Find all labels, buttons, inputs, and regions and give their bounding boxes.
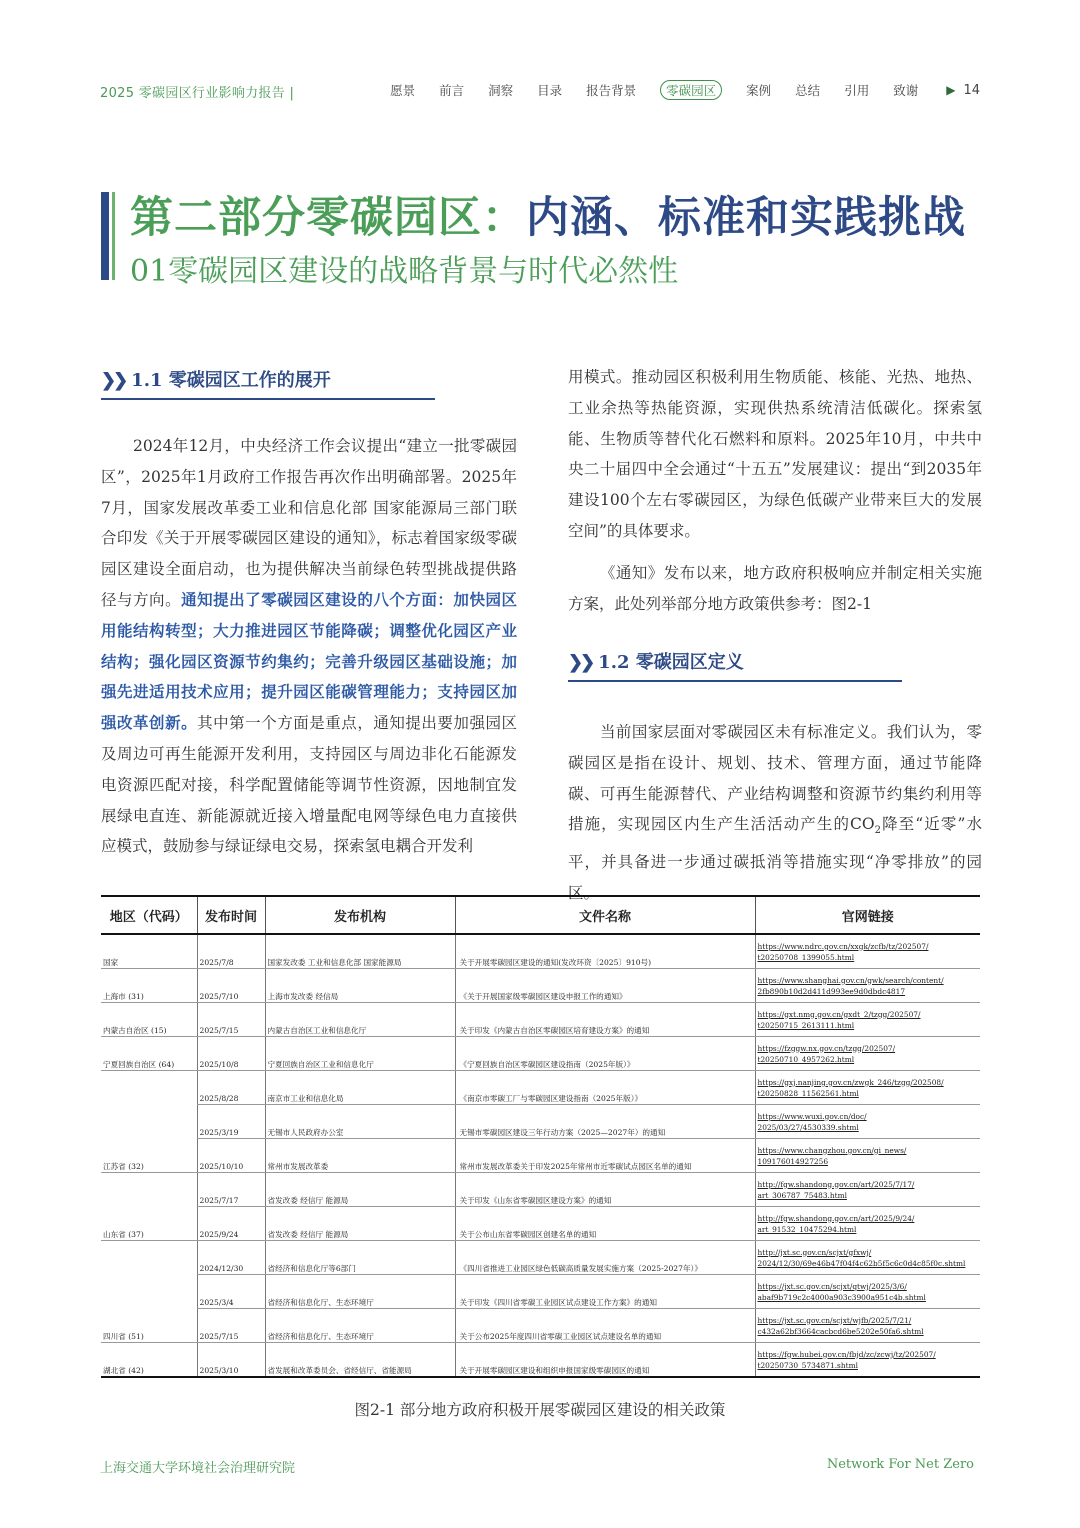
page-number: 14 [963,82,980,98]
table-cell-file: 关于公布2025年度四川省零碳工业园区试点建设名单的通知 [455,1309,755,1343]
table-cell-file: 《南京市零碳工厂与零碳园区建设指南（2025年版）》 [455,1071,755,1105]
link-line-2[interactable]: t20250828_11562561.html [757,1088,859,1098]
p1-highlight: 通知提出了零碳园区建设的八个方面：加快园区用能结构转型；大力推进园区节能降碳；调整优化园区产业结构；强化园区资源节约集约；完善升级园区基础设施；加强先进适用技术应用；提升园区能碳管理能力；支持园区加强改革创新。 [101,589,517,733]
table-row [101,1071,980,1105]
play-arrow-icon[interactable]: ▶ [946,83,956,97]
link-line-1[interactable]: https://fgw.hubei.gov.cn/fbjd/zc/zcwj/tz/202507/ [757,1349,936,1359]
link-line-1[interactable]: https://fzggw.nx.gov.cn/tzgg/202507/ [757,1043,896,1053]
nav-item-acknowledgements[interactable]: 致谢 [893,83,919,98]
table-cell-date: 2025/7/15 [197,1003,265,1037]
table-cell-link[interactable] [755,1275,980,1309]
def-text-b: 降至“近零”水平，并具备进一步通过碳抵消等措施实现“净零排放”的园区。 [568,815,982,903]
table-cell-date: 2025/7/15 [197,1309,265,1343]
table-cell-link[interactable] [755,1139,980,1173]
table-cell-date: 2025/7/17 [197,1173,265,1207]
table-cell-link[interactable] [755,1105,980,1139]
section-1-1-paragraph-2: 用模式。推动园区积极利用生物质能、核能、光热、地热、工业余热等热能资源，实现供热系统清洁低碳化。探索氢能、生物质等替代化石燃料和原料。2025年10月，中共中央二十届四中全会通过“十五五”发展建议：提出“到2035年建设100个左右零碳园区，为绿色低碳产业带来巨大的发展空间”的具体要求。 [568,368,982,540]
footer-institution: 上海交通大学环境社会治理研究院 [100,1461,296,1476]
table-cell-region: 宁夏回族自治区 (64) [101,1037,197,1071]
table-cell-region [101,1071,197,1105]
table-row [101,1003,980,1037]
table-cell-file: 常州市发展改革委关于印发2025年常州市近零碳试点园区名单的通知 [455,1139,755,1173]
col-header-date: 发布时间 [197,896,265,934]
table-cell-link[interactable] [755,1343,980,1378]
table-cell-link[interactable] [755,1173,980,1207]
def-text-a: 当前国家层面对零碳园区未有标准定义。我们认为，零碳园区是指在设计、规划、技术、管理方面，通过节能降碳、可再生能源替代、产业结构调整和资源节约集约利用等措施，实现园区内生产生活活动产生的CO [568,723,982,834]
table-cell-org: 无锡市人民政府办公室 [265,1105,455,1139]
link-line-1[interactable]: https://www.shanghai.gov.cn/gwk/search/content/ [757,975,944,985]
nav-item-cases[interactable]: 案例 [746,83,772,98]
table-cell-org: 省发改委 经信厅 能源局 [265,1207,455,1241]
link-line-2[interactable]: t20250730_5734871.shtml [757,1360,858,1370]
section-1-2-underline [568,680,902,682]
section-1-2-paragraph [568,717,982,909]
table-cell-org: 内蒙古自治区工业和信息化厅 [265,1003,455,1037]
link-line-2[interactable]: art_91532_10475294.html [757,1224,857,1234]
link-line-1[interactable]: http://fgw.shandong.gov.cn/art/2025/9/24/ [757,1213,915,1223]
table-cell-date: 2025/8/28 [197,1071,265,1105]
table-cell-date: 2025/9/24 [197,1207,265,1241]
table-cell-org: 上海市发改委 经信局 [265,969,455,1003]
table-cell-file: 无锡市零碳园区建设三年行动方案（2025—2027年）的通知 [455,1105,755,1139]
link-line-1[interactable]: https://www.ndrc.gov.cn/xxgk/zcfb/tz/202507/ [757,941,929,951]
table-row [101,1309,980,1343]
col-header-region: 地区（代码） [101,896,197,934]
link-line-2[interactable]: t20250708_1399055.html [757,952,855,962]
table-cell-region: 江苏省 (32) [101,1139,197,1173]
link-line-2[interactable]: t20250715_2613111.html [757,1020,855,1030]
p1-text-b: 其中第一个方面是重点，通知提出要加强园区及周边可再生能源开发利用，支持园区与周边非化石能源发电资源匹配对接，科学配置储能等调节性资源，因地制宜发展绿电直连、新能源就近接入增量配电网等绿色电力直接供应模式，鼓励参与绿证绿电交易，探索氢电耦合开发利 [101,714,517,856]
link-line-2[interactable]: 2024/12/30/69e46b47f04f4c62b5f5c6c0d4c85f0c.shtml [757,1258,966,1268]
section-1-1-heading [101,366,331,392]
table-cell-file: 关于印发《山东省零碳园区建设方案》的通知 [455,1173,755,1207]
link-line-1[interactable]: https://gxt.nmg.gov.cn/gxdt_2/tzgg/202507/ [757,1009,921,1019]
table-cell-link[interactable] [755,1241,980,1275]
link-line-1[interactable]: https://www.changzhou.gov.cn/gi_news/ [757,1145,907,1155]
link-line-2[interactable]: 109176014927256 [757,1156,829,1166]
table-cell-region: 内蒙古自治区 (15) [101,1003,197,1037]
table-body [101,934,980,1377]
table-row [101,1275,980,1309]
table-cell-region [101,1105,197,1139]
link-line-1[interactable]: https://www.wuxi.gov.cn/doc/ [757,1111,867,1121]
table-cell-date: 2024/12/30 [197,1241,265,1275]
table-cell-link[interactable] [755,1003,980,1037]
table-cell-date: 2025/3/10 [197,1343,265,1378]
policy-table [101,895,980,1378]
figure-caption: 图2-1 部分地方政府积极开展零碳园区建设的相关政策 [354,1401,726,1419]
table-cell-org: 常州市发展改革委 [265,1139,455,1173]
table-cell-region [101,1241,197,1275]
table-cell-link[interactable] [755,969,980,1003]
part-title-prefix: 第二部分零碳园区： [130,193,526,243]
nav-item-background[interactable]: 报告背景 [586,83,637,98]
link-line-1[interactable]: http://fgw.shandong.gov.cn/art/2025/7/17/ [757,1179,915,1189]
table-cell-file: 关于开展零碳园区建设和组织申报国家级零碳园区的通知 [455,1343,755,1378]
top-nav [366,80,980,100]
link-line-2[interactable]: art_306787_75483.html [757,1190,847,1200]
col-header-org: 发布机构 [265,896,455,934]
link-line-2[interactable]: c432a62bf3664cacbcd6be5202e50fa6.shtml [757,1326,924,1336]
section-1-2-title: 1.2 零碳园区定义 [598,652,744,673]
table-cell-date: 2025/3/4 [197,1275,265,1309]
table-cell-date: 2025/3/19 [197,1105,265,1139]
nav-item-zero-carbon-park[interactable]: 零碳园区 [660,80,722,100]
table-cell-org: 国家发改委 工业和信息化部 国家能源局 [265,934,455,969]
col-header-file: 文件名称 [455,896,755,934]
table-cell-file: 《关于开展国家级零碳园区建设申报工作的通知》 [455,969,755,1003]
link-line-1[interactable]: https://jxt.sc.gov.cn/scjxt/wjfb/2025/7/21/ [757,1315,912,1325]
double-chevron-icon: ❯❯ [568,652,593,673]
table-cell-file: 关于印发《四川省零碳工业园区试点建设工作方案》的通知 [455,1275,755,1309]
link-line-1[interactable]: https://jxt.sc.gov.cn/scjxt/qtwj/2025/3/6/ [757,1281,907,1291]
nav-item-preface[interactable]: 前言 [439,83,465,98]
footer-brand: Network For Net Zero [826,1457,974,1472]
nav-item-references[interactable]: 引用 [844,83,870,98]
table-cell-link[interactable] [755,934,980,969]
table-cell-date: 2025/7/10 [197,969,265,1003]
table-cell-region: 上海市 (31) [101,969,197,1003]
table-cell-link[interactable] [755,1309,980,1343]
p1-text-a: 2024年12月，中央经济工作会议提出“建立一批零碳园区”，2025年1月政府工作报告再次作出明确部署。2025年7月，国家发展改革委工业和信息化部 国家能源局三部门联合印发《关于开展零碳园区建设的通知》，标志着国家级零碳园区建设全面启动，也为提供解决当前绿色转型挑战提供路径与方向。 [101,437,517,609]
link-line-2[interactable]: 2025/03/27/4530339.shtml [757,1122,859,1132]
section-1-1-underline [101,398,435,400]
table-cell-date: 2025/10/10 [197,1139,265,1173]
nav-item-contents[interactable]: 目录 [537,83,563,98]
table-cell-org: 省经济和信息化厅、生态环境厅 [265,1275,455,1309]
co2-subscript: 2 [874,825,881,837]
title-accent-bar [101,192,109,280]
table-row [101,1343,980,1378]
section-1-2-heading [568,648,744,674]
table-cell-region: 湖北省 (42) [101,1343,197,1378]
part-title-suffix: 内涵、标准和实践挑战 [526,193,966,243]
table-cell-org: 省经济和信息化厅等6部门 [265,1241,455,1275]
table-cell-date: 2025/10/8 [197,1037,265,1071]
table-row [101,1207,980,1241]
table-row [101,1241,980,1275]
table-row [101,969,980,1003]
table-cell-region: 四川省 (51) [101,1309,197,1343]
table-cell-file: 关于开展零碳园区建设的通知(发改环资〔2025〕910号) [455,934,755,969]
table-cell-region: 山东省 (37) [101,1207,197,1241]
link-line-2[interactable]: 2fb890b10d2d411d993ee9d0dbdc4817 [757,986,906,996]
table-row [101,1139,980,1173]
table-cell-file: 《四川省推进工业园区绿色低碳高质量发展实施方案（2025-2027年）》 [455,1241,755,1275]
table-row [101,1173,980,1207]
table-cell-file: 《宁夏回族自治区零碳园区建设指南（2025年版）》 [455,1037,755,1071]
col-header-link: 官网链接 [755,896,980,934]
table-cell-link[interactable] [755,1071,980,1105]
table-cell-link[interactable] [755,1037,980,1071]
table-row [101,1037,980,1071]
title-accent-bar-thin [112,192,115,280]
section-1-1-title: 1.1 零碳园区工作的展开 [131,370,331,391]
table-cell-region: 国家 [101,934,197,969]
section-1-1-paragraph-1 [101,431,517,862]
table-cell-region [101,1275,197,1309]
nav-item-summary[interactable]: 总结 [795,83,821,98]
section-1-1-paragraph-3: 《通知》发布以来，地方政府积极响应并制定相关实施方案，此处列举部分地方政策供参考：图2-1 [568,564,982,613]
table-cell-date: 2025/7/8 [197,934,265,969]
table-cell-link[interactable] [755,1207,980,1241]
table-cell-org: 省发展和改革委员会、省经信厅、省能源局 [265,1343,455,1378]
table-cell-org: 省经济和信息化厅、生态环境厅 [265,1309,455,1343]
table-cell-org: 省发改委 经信厅 能源局 [265,1173,455,1207]
table-header-row [101,896,980,934]
link-line-1[interactable]: https://gxj.nanjing.gov.cn/zwgk_246/tzgg/202508/ [757,1077,944,1087]
table-row [101,934,980,969]
table-cell-org: 宁夏回族自治区工业和信息化厅 [265,1037,455,1071]
double-chevron-icon: ❯❯ [101,370,126,391]
table-cell-file: 关于公布山东省零碳园区创建名单的通知 [455,1207,755,1241]
table-cell-org: 南京市工业和信息化局 [265,1071,455,1105]
table-row [101,1105,980,1139]
link-line-2[interactable]: abaf9b719c2c4000a903c3900a951c4b.shtml [757,1292,926,1302]
report-title: 2025 零碳园区行业影响力报告 | [100,86,295,101]
part-subtitle: 01零碳园区建设的战略背景与时代必然性 [130,254,679,289]
table-cell-file: 关于印发《内蒙古自治区零碳园区培育建设方案》的通知 [455,1003,755,1037]
nav-item-vision[interactable]: 愿景 [390,83,416,98]
link-line-1[interactable]: http://jxt.sc.gov.cn/scjxt/gfxwj/ [757,1247,872,1257]
table-cell-region [101,1173,197,1207]
link-line-2[interactable]: t20250710_4957262.html [757,1054,855,1064]
nav-item-insight[interactable]: 洞察 [488,83,514,98]
part-title [130,184,966,245]
